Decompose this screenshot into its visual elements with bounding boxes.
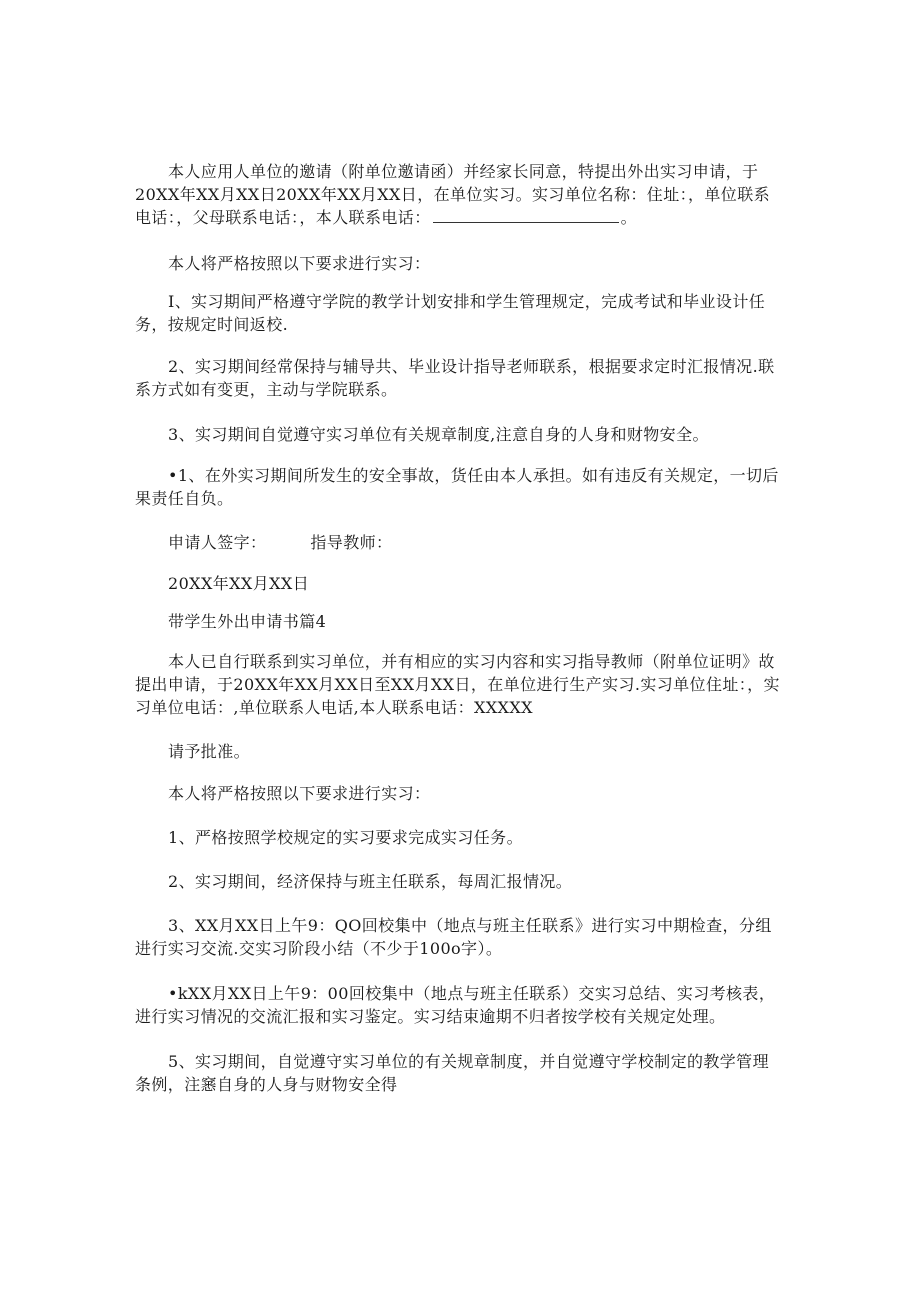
fill-in-blank-line bbox=[433, 208, 619, 223]
paragraph-requirements-intro-2: 本人将严格按照以下要求进行实习： bbox=[168, 784, 431, 803]
section-title: 带学生外出申请书篇4 bbox=[168, 612, 327, 631]
date-line: 20XX年XX月XX日 bbox=[168, 574, 310, 593]
paragraph-rule-b: 2、实习期间，经济保持与班主任联系，每周汇报情况。 bbox=[168, 872, 573, 891]
paragraph-rule-d: •kXX月XX日上午9：00回校集中（地点与班主任联系）交实习总结、实习考核表，进行实习情况的交流汇报和实习鉴定。实习结束逾期不归者按学校有关规定处理。 bbox=[135, 984, 776, 1026]
signature-line bbox=[135, 531, 780, 554]
paragraph-approval-request: 请予批准。 bbox=[168, 742, 251, 761]
paragraph-rule-2: 2、实习期间经常保持与辅导共、毕业设计指导老师联系，根据要求定时汇报情况.联系方式如有变更，主动与学院联系。 bbox=[135, 357, 775, 399]
paragraph-rule-3: 3、实习期间自觉遵守实习单位有关规章制度,注意自身的人身和财物安全。 bbox=[168, 425, 709, 444]
paragraph-rule-c: 3、XX月XX日上午9：QO回校集中（地点与班主任联系》进行实习中期检查，分组进行实习交流.交实习阶段小结（不少于100o字）。 bbox=[135, 916, 772, 958]
paragraph-rule-a: 1、严格按照学校规定的实习要求完成实习任务。 bbox=[168, 828, 523, 847]
paragraph-application bbox=[135, 160, 780, 229]
teacher-label: 指导教师： bbox=[310, 533, 393, 552]
paragraph-rule-1: I、实习期间严格遵守学院的教学计划安排和学生管理规定，完成考试和毕业设计任务，按规定时间返校. bbox=[135, 292, 766, 334]
paragraph-rule-e: 5、实习期间，自觉遵守实习单位的有关规章制度，并自觉遵守学校制定的教学管理条例，注窸自身的人身与财物安全得 bbox=[135, 1052, 769, 1094]
paragraph-application-2: 本人已自行联系到实习单位，并有相应的实习内容和实习指导教师（附单位证明》故提出申请，于20XX年XX月XX日至XX月XX日，在单位进行生产实习.实习单位住址：，实习单位电话：,单位联系人电话,本人联系电话：XXXXX bbox=[135, 652, 780, 717]
paragraph-application-text: 本人应用人单位的邀请（附单位邀请函）并经家长同意，特提出外出实习申请，于20XX年XX月XX日20XX年XX月XX日，在单位实习。实习单位名称：住址：，单位联系电话：，父母联系电话：，本人联系电话： bbox=[135, 162, 771, 227]
paragraph-requirements-intro: 本人将严格按照以下要求进行实习： bbox=[168, 254, 431, 273]
applicant-signature-label: 申请人签字： bbox=[168, 533, 267, 552]
paragraph-application-end: 。 bbox=[620, 208, 638, 227]
paragraph-rule-4: •1、在外实习期间所发生的安全事故，货任由本人承担。如有违反有关规定，一切后果责任自负。 bbox=[135, 466, 779, 508]
